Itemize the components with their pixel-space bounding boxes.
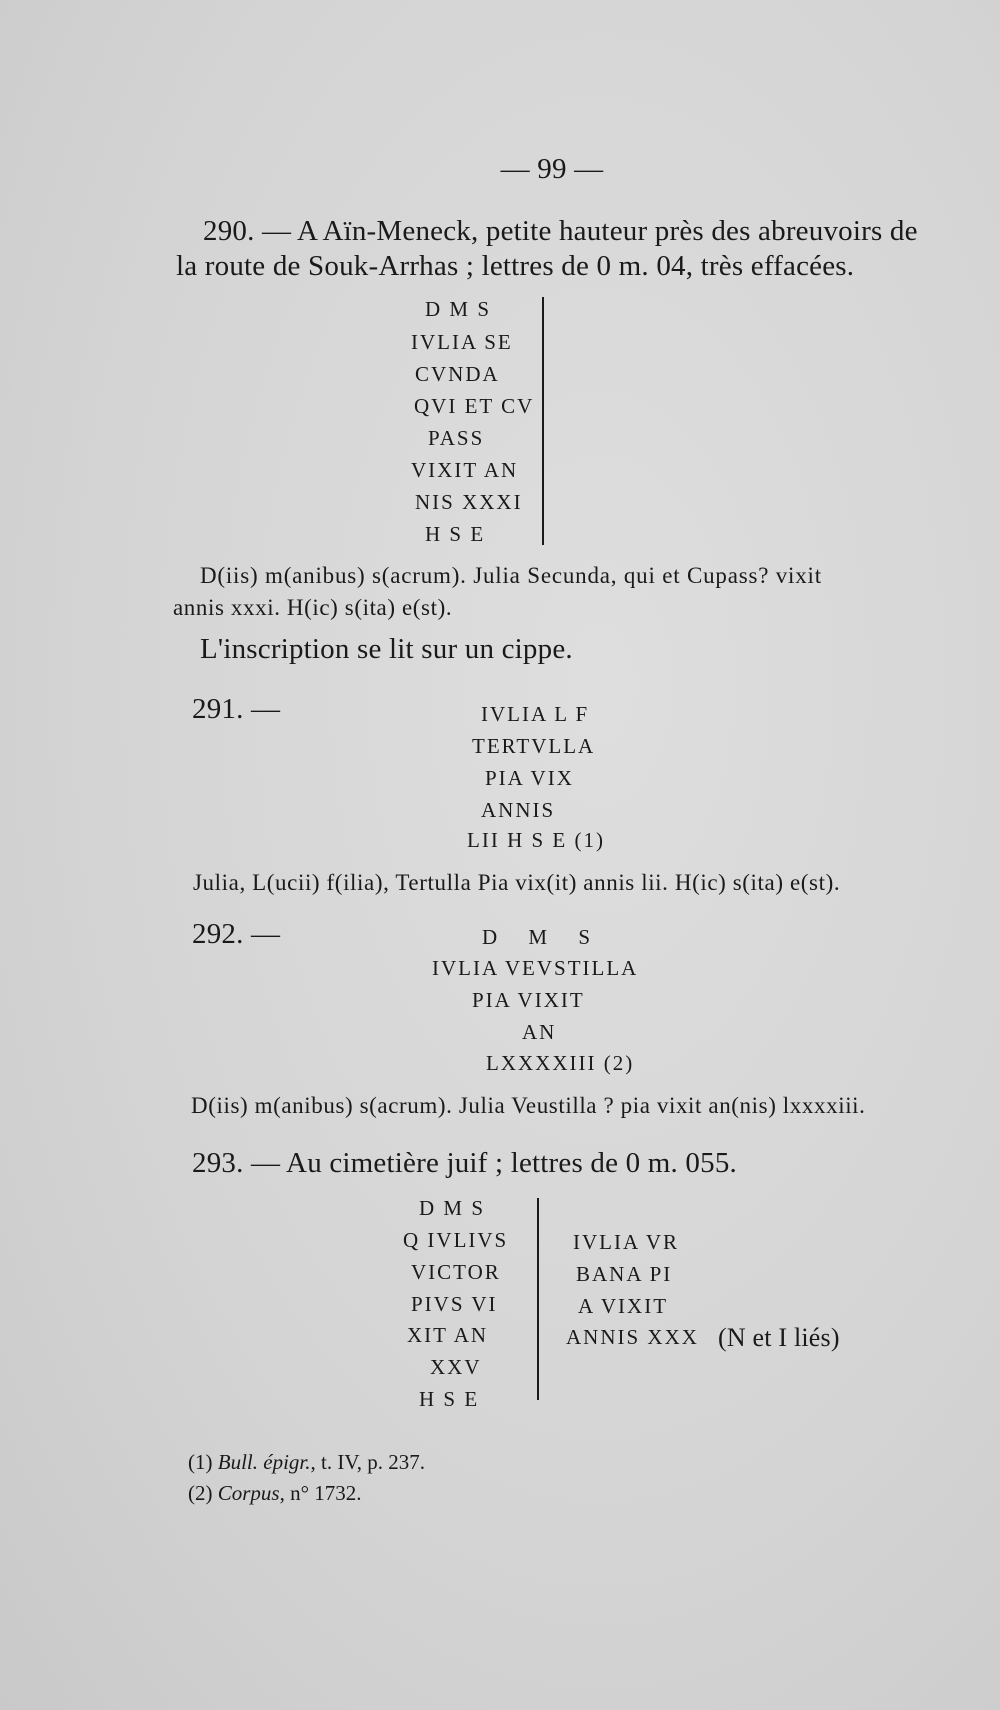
inscription-left-line: D M S	[419, 1196, 486, 1220]
inscription-right-line: A VIXIT	[578, 1294, 669, 1318]
footnote-2-mark: (2)	[188, 1481, 213, 1505]
inscription-line: LXXXXIII (2)	[486, 1051, 635, 1075]
inscription-left-line: PIVS VI	[411, 1292, 498, 1316]
inscription-line: TERTVLLA	[472, 734, 596, 758]
footnote-1	[188, 1450, 425, 1475]
inscription-line: CVNDA	[415, 362, 500, 386]
inscription-line: D M S	[482, 925, 593, 949]
inscription-line: H S E	[425, 522, 486, 546]
inscription-line: IVLIA VEVSTILLA	[432, 956, 639, 980]
inscription-left-line: Q IVLIVS	[403, 1228, 509, 1252]
page-number: — 99 —	[500, 153, 604, 185]
inscription-right-line: IVLIA VR	[573, 1230, 680, 1254]
inscription-line: IVLIA SE	[411, 330, 513, 354]
inscription-line: AN	[522, 1020, 557, 1044]
entry-293-heading: 293. — Au cimetière juif ; lettres de 0 m. 055.	[192, 1147, 737, 1179]
entry-290-reading-line2: annis xxxi. H(ic) s(ita) e(st).	[173, 595, 453, 620]
inscription-left-line: XIT AN	[407, 1323, 489, 1347]
inscription-line: VIXIT AN	[411, 458, 519, 482]
inscription-line: LII H S E (1)	[467, 828, 605, 852]
footnote-2-source: Corpus	[217, 1481, 280, 1505]
inscription-line: PIA VIX	[485, 766, 574, 790]
footnote-1-source: Bull. épigr.	[217, 1450, 311, 1474]
entry-292-reading: D(iis) m(anibus) s(acrum). Julia Veustilla ? pia vixit an(nis) lxxxxiii.	[191, 1093, 866, 1118]
inscription-right-line: ANNIS XXX	[566, 1325, 699, 1349]
inscription-line: PASS	[428, 426, 485, 450]
inscription-divider	[537, 1198, 539, 1400]
entry-293-side-note: (N et I liés)	[718, 1323, 840, 1352]
footnote-2	[188, 1481, 362, 1506]
inscription-line: IVLIA L F	[481, 702, 590, 726]
inscription-line: D M S	[425, 297, 492, 321]
inscription-line: QVI ET CV	[414, 394, 535, 418]
entry-290-note: L'inscription se lit sur un cippe.	[200, 633, 573, 665]
entry-292-number: 292. —	[192, 918, 281, 950]
entry-290-heading-line1: 290. — A Aïn-Meneck, petite hauteur près des abreuvoirs de	[203, 215, 918, 247]
entry-291-number: 291. —	[192, 693, 281, 725]
inscription-left-line: VICTOR	[411, 1260, 501, 1284]
entry-291-reading: Julia, L(ucii) f(ilia), Tertulla Pia vix(it) annis lii. H(ic) s(ita) e(st).	[193, 870, 841, 895]
inscription-line: NIS XXXI	[415, 490, 523, 514]
inscription-right-line: BANA PI	[576, 1262, 673, 1286]
footnote-2-ref: , n° 1732.	[279, 1481, 362, 1505]
inscription-left-line: H S E	[419, 1387, 480, 1411]
inscription-border	[542, 297, 544, 545]
entry-290-reading-line1: D(iis) m(anibus) s(acrum). Julia Secunda, qui et Cupass? vixit	[200, 563, 822, 588]
footnote-1-mark: (1)	[188, 1450, 213, 1474]
inscription-line: PIA VIXIT	[472, 988, 585, 1012]
inscription-left-line: XXV	[430, 1355, 482, 1379]
entry-290-heading-line2: la route de Souk-Arrhas ; lettres de 0 m. 04, très effacées.	[176, 250, 855, 282]
inscription-line: ANNIS	[481, 798, 556, 822]
footnote-1-ref: , t. IV, p. 237.	[310, 1450, 426, 1474]
